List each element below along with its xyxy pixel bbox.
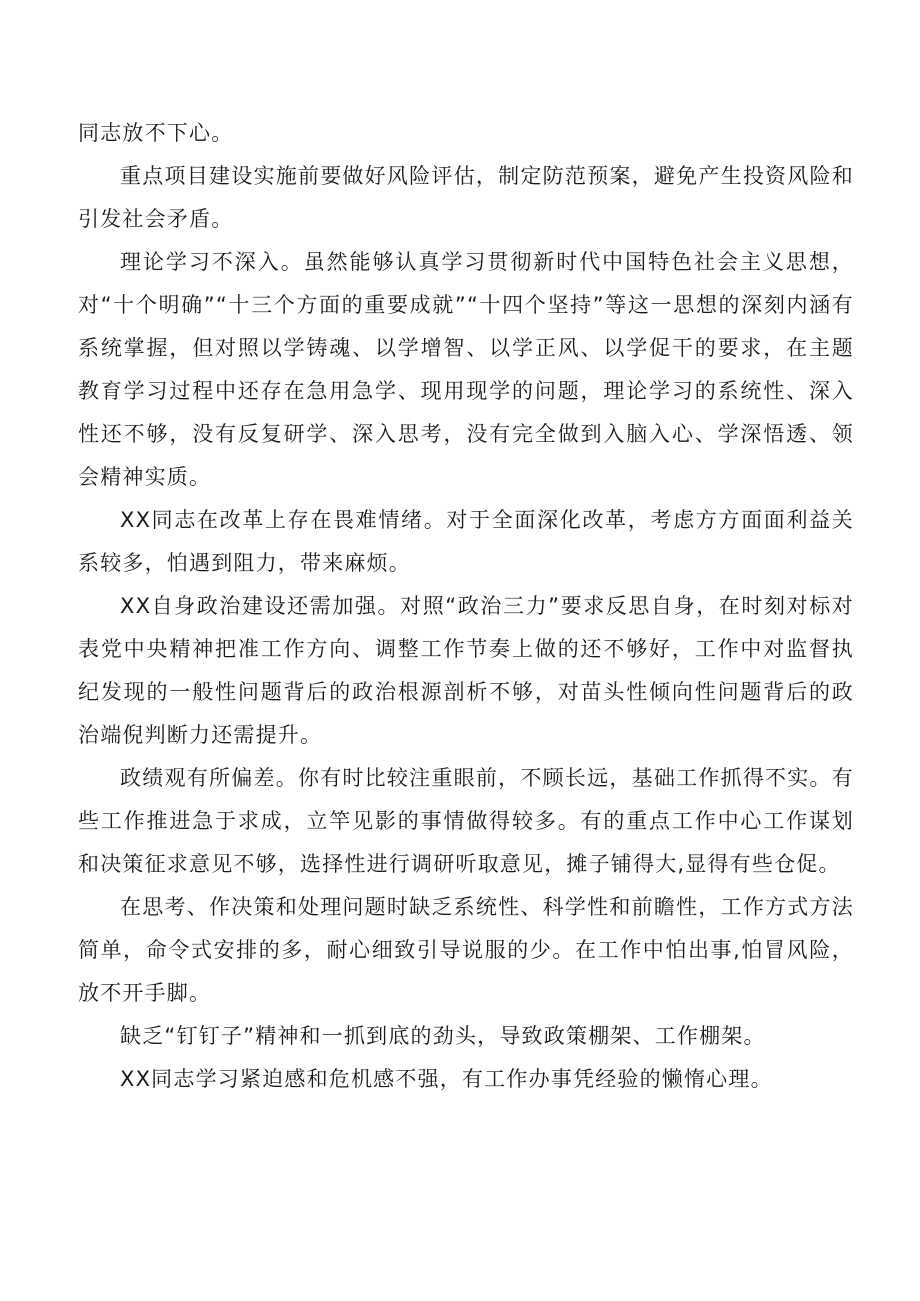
- paragraph: 在思考、作决策和处理问题时缺乏系统性、科学性和前瞻性，工作方式方法简单，命令式安排的多，耐心细致引导说服的少。在工作中怕出事,怕冒风险，放不开手脚。: [78, 895, 854, 1005]
- paragraph: 理论学习不深入。虽然能够认真学习贯彻新时代中国特色社会主义思想，对“十个明确”“十三个方面的重要成就”“十四个坚持”等这一思想的深刻内涵有系统掌握，但对照以学铸魂、以学增智、以学正风、以学促干的要求，在主题教育学习过程中还存在急用急学、现用现学的问题，理论学习的系统性、深入性还不够，没有反复研学、深入思考，没有完全做到入脑入心、学深悟透、领会精神实质。: [78, 250, 854, 489]
- document-body: [78, 112, 854, 1101]
- paragraph: 重点项目建设实施前要做好风险评估，制定防范预案，避免产生投资风险和引发社会矛盾。: [78, 164, 854, 231]
- paragraph: XX同志学习紧迫感和危机感不强，有工作办事凭经验的懒惰心理。: [120, 1067, 773, 1091]
- paragraph: 同志放不下心。: [78, 121, 234, 145]
- paragraph: 缺乏“钉钉子”精神和一抓到底的劲头，导致政策棚架、工作棚架。: [120, 1024, 766, 1048]
- paragraph: XX自身政治建设还需加强。对照“政治三力”要求反思自身，在时刻对标对表党中央精神把准工作方向、调整工作节奏上做的还不够好，工作中对监督执纪发现的一般性问题背后的政治根源剖析不够，对苗头性倾向性问题背后的政治端倪判断力还需提升。: [78, 594, 854, 747]
- paragraph: 政绩观有所偏差。你有时比较注重眼前，不顾长远，基础工作抓得不实。有些工作推进急于求成，立竿见影的事情做得较多。有的重点工作中心工作谋划和决策征求意见不够，选择性进行调研听取意见，摊子铺得大,显得有些仓促。: [78, 766, 854, 876]
- paragraph: XX同志在改革上存在畏难情绪。对于全面深化改革，考虑方方面面利益关系较多，怕遇到阻力，带来麻烦。: [78, 508, 854, 575]
